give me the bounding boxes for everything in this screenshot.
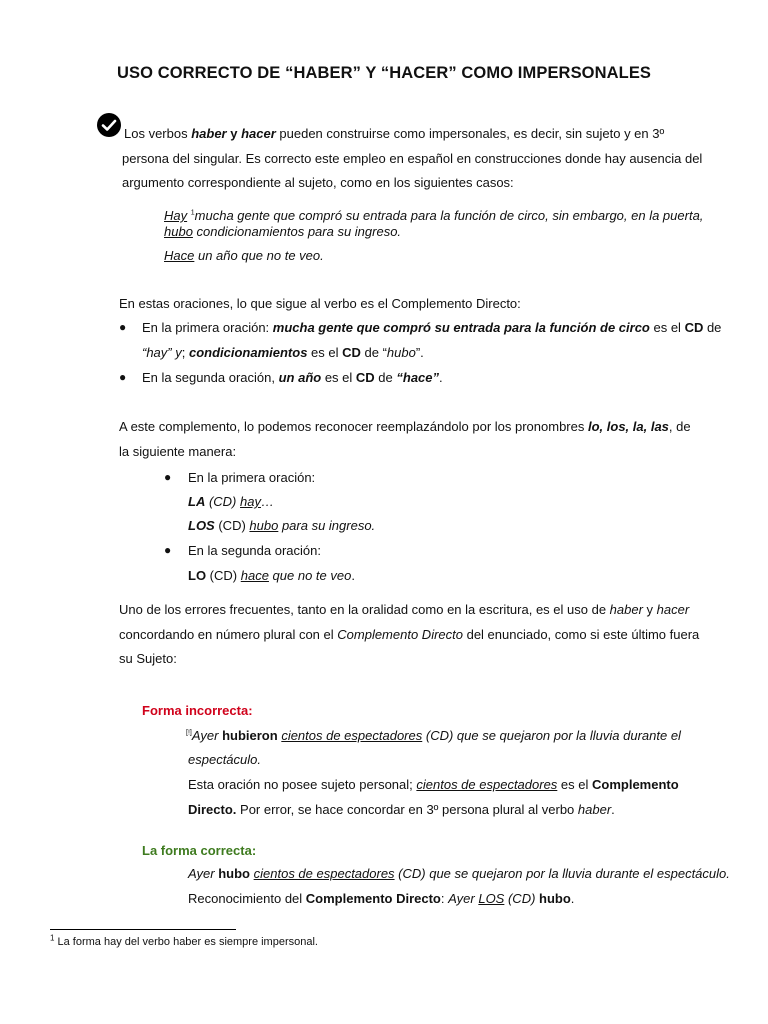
example-1: Hay $^1$mucha gente que compró su entrada para la función de circo, sin embargo, en la puerta, [164,208,704,223]
incorrect-example-line-1: [!]Ayer hubieron cientos de espectadores (CD) que se quejaron por la lluvia durante el [186,728,681,743]
pronouns-example-los: LOS (CD) hubo para su ingreso. [188,518,376,533]
incorrect-explanation-line-1: Esta oración no posee sujeto personal; cientos de espectadores es el Complemento [188,777,679,792]
cd-intro: En estas oraciones, lo que sigue al verbo es el Complemento Directo: [119,296,521,311]
correct-heading: La forma correcta: [142,843,257,858]
pronouns-line-2: la siguiente manera: [119,444,237,459]
incorrect-heading: Forma incorrecta: [142,703,253,718]
incorrect-explanation-line-2: Directo. Por error, se hace concordar en 3º persona plural al verbo haber. [188,802,615,817]
intro-line-2: persona del singular. Es correcto este empleo en español en construcciones donde hay ausencia del [122,151,703,166]
pronouns-line-1: A este complemento, lo podemos reconocer reemplazándolo por los pronombres lo, los, la, las, de [119,419,691,434]
pronouns-example-la: LA (CD) hay… [188,494,274,509]
errors-line-1: Uno de los errores frecuentes, tanto en la oralidad como en la escritura, es el uso de haber y hacer [119,602,690,617]
correct-recognition: Reconocimiento del Complemento Directo: Ayer LOS (CD) hubo. [188,891,575,906]
intro-line-1: Los verbos haber y hacer pueden construirse como impersonales, es decir, sin sujeto y en 3º [124,126,665,141]
checkmark-icon [96,112,122,138]
pronouns-bullet-1: En la primera oración: [188,470,316,485]
bullet-icon: ● [119,370,127,384]
cd-bullet-1-line-2: “hay” y; condicionamientos es el CD de “hubo”. [142,345,424,360]
example-2: hubo condicionamientos para su ingreso. [164,224,402,239]
bullet-icon: ● [164,470,172,484]
page-title: USO CORRECTO DE “HABER” Y “HACER” COMO IMPERSONALES [116,64,652,82]
example-3: Hace un año que no te veo. [164,248,324,263]
pronouns-bullet-2: En la segunda oración: [188,543,321,558]
pronouns-example-lo: LO (CD) hace que no te veo. [188,568,355,583]
intro-line-3: argumento correspondiente al sujeto, como en los siguientes casos: [122,175,514,190]
footnote-divider [50,929,236,930]
errors-line-2: concordando en número plural con el Complemento Directo del enunciado, como si este último fuera [119,627,700,642]
incorrect-example-line-2: espectáculo. [188,752,261,767]
cd-bullet-2: En la segunda oración, un año es el CD de “hace”. [142,370,443,385]
errors-line-3: su Sujeto: [119,651,177,666]
bullet-icon: ● [164,543,172,557]
warning-icon: [!] [186,729,192,737]
cd-bullet-1-line-1: En la primera oración: mucha gente que compró su entrada para la función de circo es el CD de [142,320,722,335]
correct-example: Ayer hubo cientos de espectadores (CD) que se quejaron por la lluvia durante el espectáculo. [188,866,730,881]
footnote: $^1$ La forma hay del verbo haber es siempre impersonal. [50,933,318,948]
bullet-icon: ● [119,320,127,334]
